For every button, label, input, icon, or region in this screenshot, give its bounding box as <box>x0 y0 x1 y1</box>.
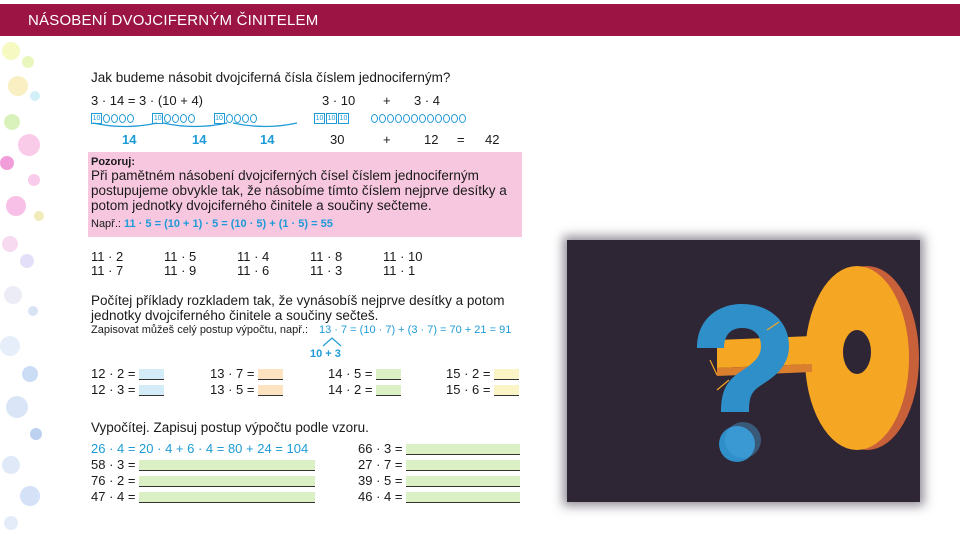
grid1-r2c2: 11 · 9 <box>164 263 197 278</box>
result-a: 30 <box>330 132 345 147</box>
answer-field[interactable] <box>258 385 283 396</box>
result-c: 42 <box>485 132 500 147</box>
answer-field[interactable] <box>139 369 164 380</box>
answer-field[interactable] <box>406 444 520 455</box>
grid2-r2c2: 13 · 5 = <box>210 382 283 397</box>
grid2-r2c3: 14 · 2 = <box>328 382 401 397</box>
answer-field[interactable] <box>376 385 401 396</box>
equation-left: 3 · 14 = 3 · (10 + 4) <box>91 93 204 108</box>
answer-field[interactable] <box>139 476 315 487</box>
answer-field[interactable] <box>406 476 520 487</box>
answer-field[interactable] <box>139 385 164 396</box>
worksheet <box>88 60 528 520</box>
pozoruj-example: Např.: 11 · 5 = (10 + 1) · 5 = (10 · 5) + (1 · 5) = 55 <box>91 218 333 230</box>
equation-right-a: 3 · 10 <box>322 93 356 108</box>
grid1-r1c3: 11 · 4 <box>237 249 270 264</box>
tens-ones-counters-left: 10 10 10 <box>91 110 258 125</box>
answer-field[interactable] <box>406 460 520 471</box>
task2-split: 10 + 3 <box>310 348 341 360</box>
split-arrow <box>321 337 343 347</box>
answer-field[interactable] <box>494 385 519 396</box>
sum-label-2: 14 <box>192 132 207 147</box>
sum-label-1: 14 <box>122 132 137 147</box>
pozoruj-label: Pozoruj: <box>91 156 135 168</box>
slide-title: NÁSOBENÍ DVOJCIFERNÝM ČINITELEM <box>28 12 319 29</box>
result-b: 12 <box>424 132 439 147</box>
grid2-r2c4: 15 · 6 = <box>446 382 519 397</box>
slide-title-bar <box>0 4 960 36</box>
result-plus: + <box>383 132 391 147</box>
task3-left-1: 58 · 3 = <box>91 457 315 472</box>
equation-right-plus: + <box>383 93 391 108</box>
task3-right-4: 46 · 4 = <box>358 489 520 504</box>
task3-right-2: 27 · 7 = <box>358 457 520 472</box>
question-key-illustration <box>567 240 920 502</box>
answer-field[interactable] <box>139 492 315 503</box>
grid2-r1c2: 13 · 7 = <box>210 366 283 381</box>
task3-left-2: 76 · 2 = <box>91 473 315 488</box>
task3-right-3: 39 · 5 = <box>358 473 520 488</box>
question-mark-key-icon <box>567 240 920 502</box>
grid2-r1c4: 15 · 2 = <box>446 366 519 381</box>
equation-right-b: 3 · 4 <box>414 93 441 108</box>
answer-field[interactable] <box>258 369 283 380</box>
sum-label-3: 14 <box>260 132 275 147</box>
grouping-braces <box>91 122 301 130</box>
question-heading: Jak budeme násobit dvojciferná čísla číslem jednociferným? <box>91 70 451 85</box>
answer-field[interactable] <box>376 369 401 380</box>
task3-left-3: 47 · 4 = <box>91 489 315 504</box>
answer-field[interactable] <box>494 369 519 380</box>
grid1-r1c2: 11 · 5 <box>164 249 197 264</box>
answer-field[interactable] <box>139 460 315 471</box>
grid1-r2c4: 11 · 3 <box>310 263 343 278</box>
grid2-r1c1: 12 · 2 = <box>91 366 164 381</box>
tens-ones-counters-right: 10 10 10 <box>314 110 467 125</box>
pozoruj-text: Při pamětném násobení dvojciferných čísel číslem jednociferným postupujeme obvykle tak, že násobíme tímto číslem nejprve desítky a potom jednotky dvojciferného činitele a součiny sečteme. <box>91 168 507 213</box>
task2-example: 13 · 7 = (10 · 7) + (3 · 7) = 70 + 21 = 91 <box>319 324 512 336</box>
grid1-r1c1: 11 · 2 <box>91 249 124 264</box>
grid1-r2c3: 11 · 6 <box>237 263 270 278</box>
grid1-r2c5: 11 · 1 <box>383 263 416 278</box>
grid1-r2c1: 11 · 7 <box>91 263 124 278</box>
task3-example: 26 · 4 = 20 · 4 + 6 · 4 = 80 + 24 = 104 <box>91 441 309 456</box>
task2-text: Počítej příklady rozkladem tak, že vynásobíš nejprve desítky a potom jednotky dvojciferného činitele a součiny sečteš. <box>91 293 505 323</box>
result-eq: = <box>457 132 465 147</box>
answer-field[interactable] <box>406 492 520 503</box>
grid2-r2c1: 12 · 3 = <box>91 382 164 397</box>
decorative-bokeh-strip <box>0 36 58 540</box>
grid2-r1c3: 14 · 5 = <box>328 366 401 381</box>
grid1-r1c4: 11 · 8 <box>310 249 343 264</box>
task2-note: Zapisovat můžeš celý postup výpočtu, např.: <box>91 324 309 336</box>
task3-right-1: 66 · 3 = <box>358 441 520 456</box>
pozoruj-box <box>88 152 522 237</box>
grid1-r1c5: 11 · 10 <box>383 249 423 264</box>
task3-text: Vypočítej. Zapisuj postup výpočtu podle vzoru. <box>91 420 369 435</box>
